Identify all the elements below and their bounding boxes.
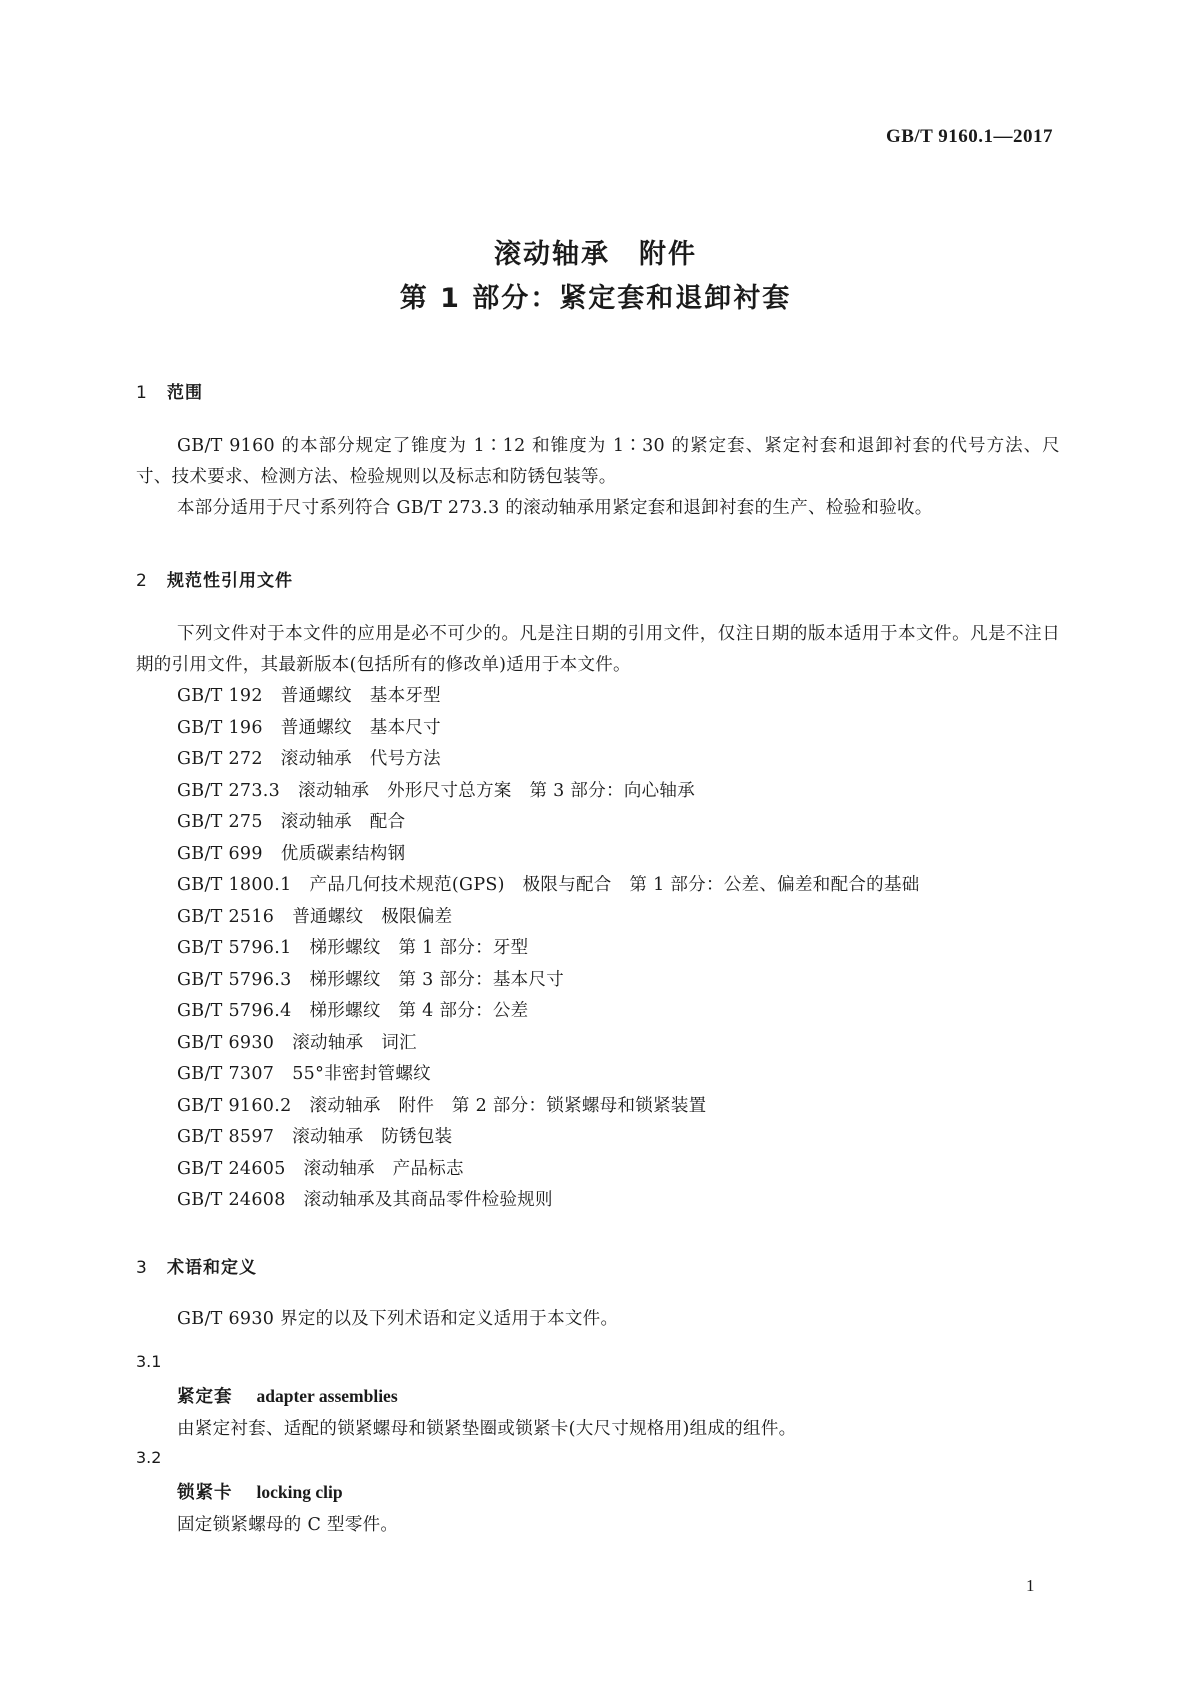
reference-code: GB/T 8597: [177, 1127, 275, 1147]
document-code: GB/T 9160.1—2017: [885, 126, 1053, 147]
reference-title: 普通螺纹 基本牙型: [280, 686, 441, 706]
reference-item: [177, 1059, 920, 1091]
reference-title: 普通螺纹 基本尺寸: [280, 717, 441, 738]
document-title-line1: 滚动轴承 附件: [494, 239, 697, 270]
reference-code: GB/T 24605: [177, 1158, 286, 1179]
reference-code: GB/T 192: [177, 686, 263, 706]
reference-code: GB/T 24608: [177, 1190, 286, 1210]
reference-code: GB/T 1800.1: [177, 875, 292, 895]
reference-item: [177, 681, 920, 713]
reference-item: [177, 1028, 920, 1060]
paragraph: GB/T 6930 界定的以及下列术语和定义适用于本文件。: [177, 1309, 619, 1329]
section-title: 规范性引用文件: [167, 571, 293, 591]
term-chinese: 紧定套: [177, 1387, 233, 1407]
section-1-body: [136, 431, 1060, 524]
reference-title: 梯形螺纹 第 4 部分：公差: [309, 1001, 529, 1021]
reference-item: [177, 1122, 920, 1154]
paragraph: GB/T 9160 的本部分规定了锥度为 1∶12 和锥度为 1∶30 的紧定套、紧定衬套和退卸衬套的代号方法、尺寸、技术要求、检测方法、检验规则以及标志和防锈包装等。: [136, 436, 1060, 487]
reference-title: 滚动轴承 配合: [280, 812, 406, 832]
reference-code: GB/T 275: [177, 812, 263, 832]
reference-item: [177, 902, 920, 934]
reference-code: GB/T 699: [177, 843, 263, 864]
reference-title: 优质碳素结构钢: [280, 843, 406, 864]
reference-item: [177, 870, 920, 902]
normative-references-list: [177, 681, 920, 1217]
reference-title: 55°非密封管螺纹: [292, 1064, 431, 1084]
reference-code: GB/T 5796.4: [177, 1001, 292, 1021]
term-number: 3.2: [136, 1448, 162, 1467]
reference-title: 普通螺纹 极限偏差: [292, 906, 453, 927]
section-number: 2: [136, 571, 148, 591]
section-number: 1: [136, 383, 148, 403]
reference-code: GB/T 273.3: [177, 780, 281, 801]
reference-title: 滚动轴承 词汇: [292, 1032, 417, 1053]
reference-title: 梯形螺纹 第 1 部分：牙型: [309, 938, 529, 958]
section-3-heading: [136, 1253, 257, 1278]
reference-title: 滚动轴承 产品标志: [303, 1158, 464, 1179]
reference-title: 滚动轴承 附件 第 2 部分：锁紧螺母和锁紧装置: [309, 1095, 707, 1116]
reference-item: [177, 1154, 920, 1186]
section-2-intro: [136, 619, 1060, 681]
term-heading: [177, 1479, 343, 1504]
reference-code: GB/T 272: [177, 749, 263, 769]
paragraph: 下列文件对于本文件的应用是必不可少的。凡是注日期的引用文件，仅注日期的版本适用于本文件。凡是不注日期的引用文件，其最新版本(包括所有的修改单)适用于本文件。: [136, 624, 1060, 675]
section-number: 3: [136, 1258, 148, 1278]
section-title: 术语和定义: [167, 1258, 257, 1278]
reference-code: GB/T 9160.2: [177, 1095, 292, 1116]
section-3-intro: [136, 1304, 1060, 1335]
reference-title: 滚动轴承 代号方法: [280, 749, 441, 769]
term-heading: [177, 1383, 398, 1408]
reference-item: [177, 1091, 920, 1123]
term-chinese: 锁紧卡: [177, 1483, 233, 1503]
reference-title: 滚动轴承 防锈包装: [292, 1127, 453, 1147]
section-2-heading: [136, 566, 293, 591]
reference-item: [177, 996, 920, 1028]
reference-item: [177, 965, 920, 997]
reference-code: GB/T 7307: [177, 1064, 275, 1084]
reference-item: [177, 807, 920, 839]
reference-title: 滚动轴承及其商品零件检验规则: [303, 1190, 553, 1210]
reference-title: 产品几何技术规范(GPS) 极限与配合 第 1 部分：公差、偏差和配合的基础: [309, 875, 920, 895]
term-definition: 固定锁紧螺母的 C 型零件。: [177, 1515, 399, 1535]
reference-code: GB/T 6930: [177, 1032, 275, 1053]
section-title: 范围: [167, 383, 203, 403]
paragraph: 本部分适用于尺寸系列符合 GB/T 273.3 的滚动轴承用紧定套和退卸衬套的生产、检验和验收。: [177, 498, 933, 518]
reference-item: [177, 1185, 920, 1217]
reference-item: [177, 776, 920, 808]
term-definition: 由紧定衬套、适配的锁紧螺母和锁紧垫圈或锁紧卡(大尺寸规格用)组成的组件。: [177, 1419, 797, 1439]
reference-title: 梯形螺纹 第 3 部分：基本尺寸: [309, 969, 565, 990]
reference-code: GB/T 2516: [177, 906, 275, 927]
reference-item: [177, 713, 920, 745]
reference-title: 滚动轴承 外形尺寸总方案 第 3 部分：向心轴承: [298, 780, 696, 801]
document-title-line2: 第 1 部分：紧定套和退卸衬套: [399, 283, 792, 314]
term-english: locking clip: [256, 1482, 343, 1502]
reference-code: GB/T 5796.1: [177, 938, 292, 958]
reference-item: [177, 839, 920, 871]
reference-item: [177, 933, 920, 965]
section-1-heading: [136, 378, 203, 403]
term-english: adapter assemblies: [256, 1386, 398, 1406]
reference-item: [177, 744, 920, 776]
reference-code: GB/T 5796.3: [177, 969, 292, 990]
term-number: 3.1: [136, 1352, 162, 1371]
page-number: 1: [1026, 1576, 1035, 1595]
reference-code: GB/T 196: [177, 717, 263, 738]
